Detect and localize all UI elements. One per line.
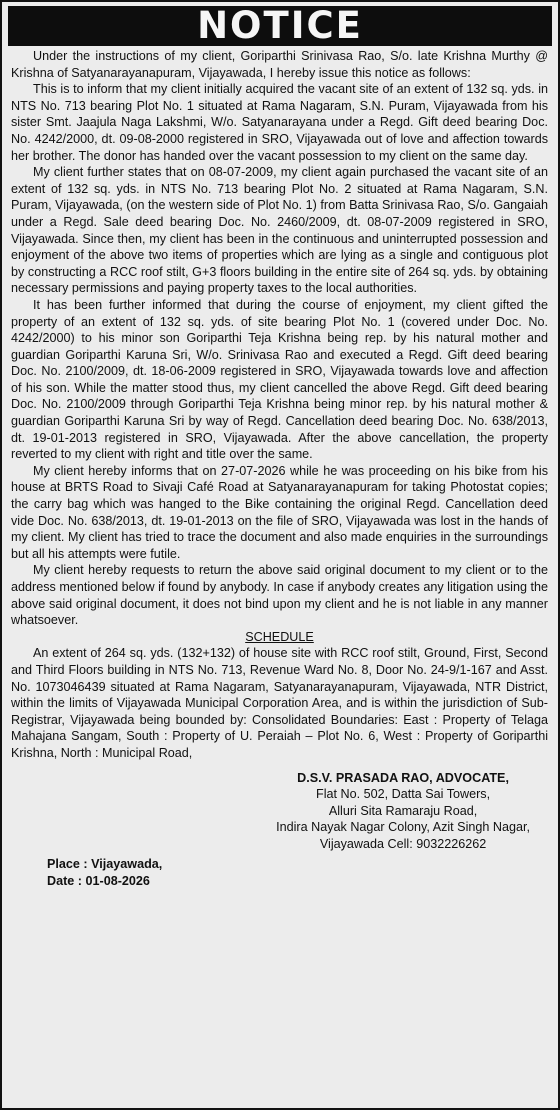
advocate-address-line: Flat No. 502, Datta Sai Towers, bbox=[316, 787, 491, 802]
paragraph-gift-and-cancellation: It has been further informed that during the course of enjoyment, my client gifted the property of an extent of 132 sq. yds. of site bearing Plot No. 1 (covered under Doc. No. 4242/2000) to his minor son Goriparthi Teja Krishna being rep. by his natural mother and guardian Goriparthi Karuna Sri, W/o. Srinivasa Rao and executed a Regd. Gift deed bearing Doc. No. 2100/2009, dt. 18-06-2009 registered in SRO, Vijayawada towards love and affection of his son. While the matter stood thus, my client cancelled the above Regd. Gift deed bearing Doc. No. 2100/2009 through Goriparthi Teja Krishna being minor rep. by his natural mother & guardian Goriparthi Karuna Sri by way of Regd. Cancellation deed bearing Doc. No. 638/2013, dt. 19-01-2013 registered in SRO, Vijayawada. After the above cancellation, the property reverted to my client with right and title over the same. bbox=[11, 297, 548, 462]
paragraph-document-lost: My client hereby informs that on 27-07-2026 while he was proceeding on his bike from his house at BRTS Road to Sivaji Café Road at Satyanarayanapuram for taking Photostat copies; the carry bag which was hanged to the Bike containing the original Regd. Cancellation deed vide Doc. No. 638/2013, dt. 19-01-2013 on the file of SRO, Vijayawada was lost in the hands of my client. My client has tried to trace the document and also made enquiries in the surroundings but all his attempts were futile. bbox=[11, 463, 548, 561]
paragraph-second-purchase: My client further states that on 08-07-2009, my client again purchased the vacant site of an extent of 132 sq. yds. in NTS No. 713 bearing Plot No. 2 situated at Rama Nagaram, S.N. Puram, Vijayawada, (on the western side of Plot No. 1) from Batta Srinivasa Rao, S/o. Gangaiah under a Regd. Sale deed bearing Doc. No. 2460/2009, dt. 08-07-2009 registered in SRO, Vijayawada. Since then, my client has been in the continuous and uninterrupted possession and enjoyment of the above two items of properties which are lying as a single and contiguous plot by constructing a RCC roof stilt, G+3 floors building in the entire site of 264 sq. yds. by obtaining necessary permissions and paying property taxes to the local authorities. bbox=[11, 165, 548, 296]
paragraph-intro: Under the instructions of my client, Goriparthi Srinivasa Rao, S/o. late Krishna Murthy @ Krishna of Satyanarayanapuram, Vijayawada, I hereby issue this notice as follows: bbox=[11, 49, 548, 80]
notice-title: NOTICE bbox=[8, 6, 552, 46]
place-date-block bbox=[47, 856, 162, 890]
date-line: Date : 01-08-2026 bbox=[47, 873, 150, 888]
advocate-address-line: Alluri Sita Ramaraju Road, bbox=[328, 803, 478, 818]
paragraph-request: My client hereby requests to return the above said original document to my client or to the address mentioned below if found by anybody. In case if anybody creates any litigation using the above said original document, it does not bind upon my client and he is not liable in any manner whatsoever. bbox=[11, 563, 548, 628]
advocate-address-line: Indira Nayak Nagar Colony, Azit Singh Nagar, bbox=[276, 820, 530, 835]
notice-footer bbox=[11, 770, 548, 940]
notice-body bbox=[2, 46, 558, 940]
schedule-heading: SCHEDULE bbox=[245, 629, 314, 644]
paragraph-initial-acquisition: This is to inform that my client initially acquired the vacant site of an extent of 132 sq. yds. in NTS No. 713 bearing Plot No. 1 situated at Rama Nagaram, S.N. Puram, Vijayawada from his sister Smt. Jaajula Naga Lakshmi, W/o. Satyanarayana under a Regd. Gift deed bearing Doc. No. 4242/2000, dt. 09-08-2000 registered in SRO, Vijayawada out of love and affection towards her brother. The donor has handed over the vacant possession to my client on the same day. bbox=[11, 82, 548, 163]
advocate-block bbox=[276, 770, 530, 853]
schedule-text: An extent of 264 sq. yds. (132+132) of house site with RCC roof stilt, Ground, First, Second and Third Floors building in NTS No. 713, Revenue Ward No. 8, Door No. 24-9/1-167 and Asst. No. 1073046439 situated at Rama Nagaram, Satyanarayanapuram, Vijayawada, NTR District, within the limits of Vijayawada Municipal Corporation Area, and is within the jurisdiction of Sub-Registrar, Vijayawada being bounded by: Consolidated Boundaries: East : Property of Telaga Mahajana Sangam, South : Property of U. Peraiah – Plot No. 6, West : Property of Goriparthi Krishna, North : Municipal Road, bbox=[11, 646, 548, 760]
advocate-name: D.S.V. PRASADA RAO, ADVOCATE, bbox=[297, 770, 509, 785]
advocate-address-line: Vijayawada Cell: 9032226262 bbox=[319, 836, 487, 851]
place-line: Place : Vijayawada, bbox=[47, 856, 163, 871]
